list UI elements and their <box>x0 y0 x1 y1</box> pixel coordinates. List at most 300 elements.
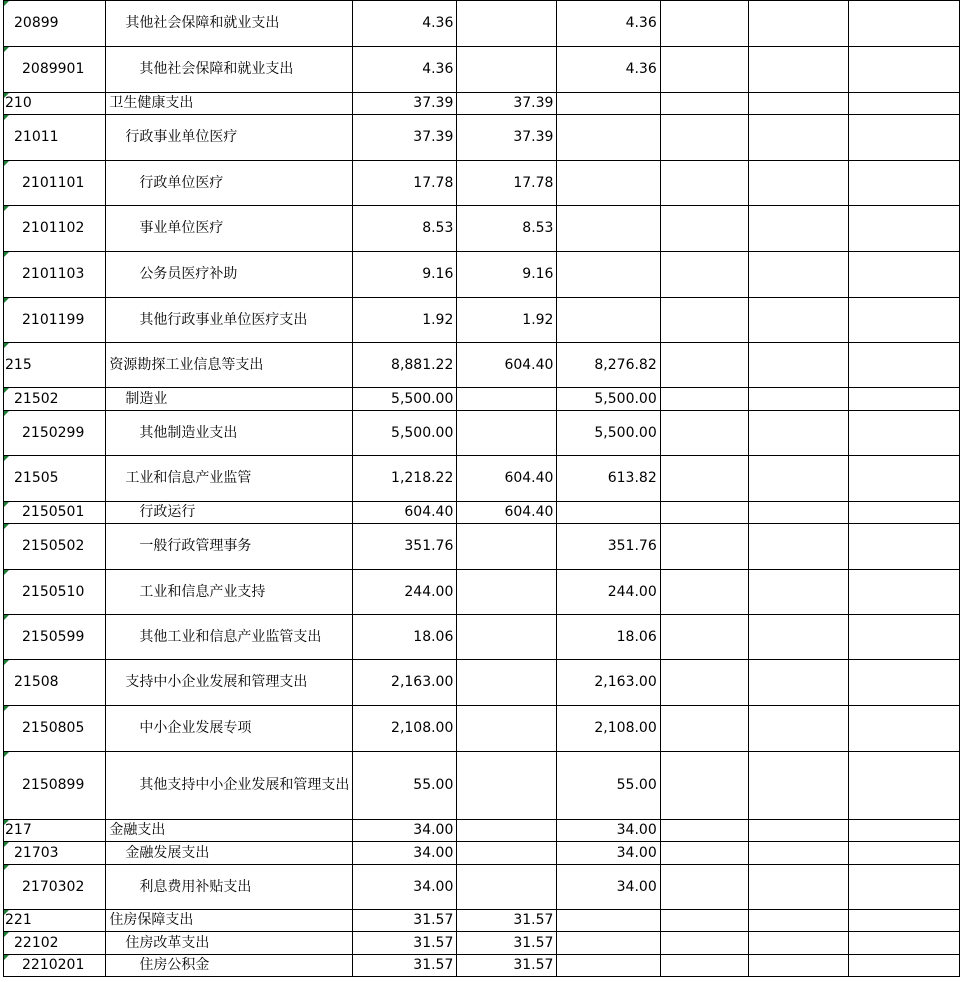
cell-empty[interactable] <box>749 502 849 524</box>
cell-total[interactable] <box>353 910 457 932</box>
cell-project-expenditure[interactable] <box>557 660 660 706</box>
cell-empty[interactable] <box>848 706 959 752</box>
cell-project-expenditure[interactable] <box>557 411 660 456</box>
table-row[interactable] <box>4 1 960 47</box>
cell-basic-expenditure-text: 1.92 <box>522 311 554 328</box>
cell-project-expenditure[interactable] <box>557 752 660 820</box>
cell-empty[interactable] <box>848 524 959 570</box>
cell-empty[interactable] <box>660 161 748 206</box>
text-number-indicator-icon <box>4 820 9 825</box>
cell-project-expenditure[interactable] <box>557 115 660 161</box>
cell-subject-code[interactable] <box>4 93 106 115</box>
cell-subject-code[interactable] <box>4 411 106 456</box>
cell-empty[interactable] <box>660 206 748 252</box>
cell-basic-expenditure[interactable] <box>457 343 557 388</box>
cell-empty[interactable] <box>660 1 748 47</box>
cell-basic-expenditure[interactable] <box>457 115 557 161</box>
cell-subject-code-text: 2170302 <box>22 878 85 895</box>
cell-basic-expenditure-text: 31.57 <box>513 957 554 973</box>
table-row[interactable] <box>4 161 960 206</box>
cell-empty[interactable] <box>848 93 959 115</box>
cell-total-text: 37.39 <box>413 129 454 145</box>
cell-total[interactable] <box>353 706 457 752</box>
cell-subject-code[interactable] <box>4 252 106 298</box>
cell-basic-expenditure[interactable] <box>457 865 557 910</box>
cell-empty[interactable] <box>749 615 849 660</box>
table-row[interactable] <box>4 570 960 615</box>
cell-total[interactable] <box>353 502 457 524</box>
cell-subject-code[interactable] <box>4 206 106 252</box>
table-row[interactable] <box>4 660 960 706</box>
cell-project-expenditure-text: 34.00 <box>616 878 657 895</box>
cell-total[interactable] <box>353 298 457 343</box>
cell-subject-name-text: 住房保障支出 <box>109 912 194 928</box>
cell-basic-expenditure-text: 8.53 <box>522 220 554 236</box>
cell-empty[interactable] <box>660 660 748 706</box>
cell-empty[interactable] <box>660 955 748 977</box>
cell-basic-expenditure[interactable] <box>457 524 557 570</box>
cell-project-expenditure-text: 18.06 <box>616 628 657 645</box>
cell-total[interactable] <box>353 842 457 865</box>
cell-empty[interactable] <box>660 706 748 752</box>
cell-project-expenditure-text: 5,500.00 <box>594 424 657 441</box>
cell-basic-expenditure-text: 17.78 <box>513 174 554 191</box>
cell-subject-name[interactable] <box>106 524 353 570</box>
cell-total-text: 8.53 <box>422 220 454 236</box>
cell-subject-name[interactable] <box>106 343 353 388</box>
cell-empty[interactable] <box>749 411 849 456</box>
cell-total[interactable] <box>353 615 457 660</box>
cell-empty[interactable] <box>848 411 959 456</box>
cell-basic-expenditure[interactable] <box>457 752 557 820</box>
cell-subject-name[interactable] <box>106 865 353 910</box>
cell-subject-name[interactable] <box>106 910 353 932</box>
text-number-indicator-icon <box>4 524 9 529</box>
cell-empty[interactable] <box>848 842 959 865</box>
cell-total[interactable] <box>353 932 457 955</box>
cell-basic-expenditure[interactable] <box>457 932 557 955</box>
cell-total[interactable] <box>353 660 457 706</box>
table-row[interactable] <box>4 502 960 524</box>
cell-project-expenditure[interactable] <box>557 910 660 932</box>
cell-empty[interactable] <box>660 252 748 298</box>
text-number-indicator-icon <box>4 842 9 847</box>
cell-subject-code-text: 2101101 <box>22 174 85 191</box>
cell-basic-expenditure-text: 9.16 <box>522 266 554 282</box>
table-row[interactable] <box>4 524 960 570</box>
cell-subject-code-text: 2150299 <box>22 424 85 441</box>
cell-empty[interactable] <box>749 752 849 820</box>
cell-empty[interactable] <box>848 161 959 206</box>
cell-empty[interactable] <box>848 615 959 660</box>
cell-empty[interactable] <box>848 388 959 411</box>
cell-total[interactable] <box>353 206 457 252</box>
cell-project-expenditure[interactable] <box>557 865 660 910</box>
text-number-indicator-icon <box>4 47 9 52</box>
cell-subject-code[interactable] <box>4 706 106 752</box>
cell-subject-code-text: 21011 <box>14 129 59 145</box>
cell-project-expenditure[interactable] <box>557 820 660 842</box>
cell-subject-code[interactable] <box>4 47 106 93</box>
cell-basic-expenditure[interactable] <box>457 388 557 411</box>
cell-basic-expenditure[interactable] <box>457 570 557 615</box>
cell-project-expenditure-text: 34.00 <box>616 844 657 861</box>
text-number-indicator-icon <box>4 411 9 416</box>
cell-basic-expenditure[interactable] <box>457 955 557 977</box>
cell-empty[interactable] <box>660 820 748 842</box>
text-number-indicator-icon <box>4 93 9 98</box>
cell-empty[interactable] <box>660 343 748 388</box>
cell-empty[interactable] <box>660 842 748 865</box>
cell-total-text: 5,500.00 <box>391 390 454 407</box>
cell-basic-expenditure[interactable] <box>457 1 557 47</box>
cell-subject-name[interactable] <box>106 47 353 93</box>
table-row[interactable] <box>4 252 960 298</box>
cell-subject-code[interactable] <box>4 660 106 706</box>
cell-subject-name-text: 金融发展支出 <box>125 844 210 861</box>
text-number-indicator-icon <box>4 252 9 257</box>
cell-subject-code-text: 2150805 <box>22 720 85 736</box>
cell-total[interactable] <box>353 456 457 502</box>
cell-subject-code-text: 21502 <box>14 390 59 407</box>
cell-project-expenditure[interactable] <box>557 1 660 47</box>
cell-project-expenditure[interactable] <box>557 161 660 206</box>
cell-empty[interactable] <box>749 932 849 955</box>
cell-basic-expenditure[interactable] <box>457 660 557 706</box>
cell-basic-expenditure[interactable] <box>457 206 557 252</box>
cell-subject-name[interactable] <box>106 955 353 977</box>
cell-empty[interactable] <box>848 752 959 820</box>
cell-total-text: 4.36 <box>422 15 454 31</box>
cell-empty[interactable] <box>749 343 849 388</box>
text-number-indicator-icon <box>4 388 9 393</box>
cell-subject-name[interactable] <box>106 161 353 206</box>
cell-subject-name[interactable] <box>106 706 353 752</box>
cell-empty[interactable] <box>848 865 959 910</box>
cell-subject-name[interactable] <box>106 115 353 161</box>
cell-total-text: 5,500.00 <box>391 424 454 441</box>
table-row[interactable] <box>4 955 960 977</box>
cell-basic-expenditure[interactable] <box>457 502 557 524</box>
cell-subject-name[interactable] <box>106 1 353 47</box>
cell-basic-expenditure-text: 604.40 <box>504 356 554 373</box>
table-row[interactable] <box>4 842 960 865</box>
cell-basic-expenditure[interactable] <box>457 298 557 343</box>
cell-project-expenditure[interactable] <box>557 932 660 955</box>
cell-subject-name[interactable] <box>106 842 353 865</box>
cell-empty[interactable] <box>848 115 959 161</box>
text-number-indicator-icon <box>4 298 9 303</box>
cell-empty[interactable] <box>749 524 849 570</box>
text-number-indicator-icon <box>4 206 9 211</box>
cell-subject-code[interactable] <box>4 910 106 932</box>
table-row[interactable] <box>4 706 960 752</box>
cell-empty[interactable] <box>848 1 959 47</box>
cell-empty[interactable] <box>749 47 849 93</box>
cell-total[interactable] <box>353 115 457 161</box>
cell-subject-code[interactable] <box>4 570 106 615</box>
cell-basic-expenditure[interactable] <box>457 615 557 660</box>
cell-subject-name[interactable] <box>106 411 353 456</box>
cell-subject-name[interactable] <box>106 298 353 343</box>
table-row[interactable] <box>4 47 960 93</box>
table-row[interactable] <box>4 820 960 842</box>
cell-basic-expenditure-text: 31.57 <box>513 912 554 928</box>
cell-project-expenditure[interactable] <box>557 456 660 502</box>
cell-empty[interactable] <box>848 820 959 842</box>
cell-total[interactable] <box>353 388 457 411</box>
table-row[interactable] <box>4 932 960 955</box>
cell-empty[interactable] <box>660 388 748 411</box>
cell-subject-code[interactable] <box>4 343 106 388</box>
cell-subject-code-text: 217 <box>5 822 32 838</box>
cell-project-expenditure[interactable] <box>557 206 660 252</box>
cell-total-text: 351.76 <box>404 538 454 554</box>
cell-project-expenditure-text: 244.00 <box>607 583 657 600</box>
cell-empty[interactable] <box>848 570 959 615</box>
cell-empty[interactable] <box>749 161 849 206</box>
text-number-indicator-icon <box>4 955 9 960</box>
cell-empty[interactable] <box>848 932 959 955</box>
text-number-indicator-icon <box>4 456 9 461</box>
cell-empty[interactable] <box>848 456 959 502</box>
cell-empty[interactable] <box>749 955 849 977</box>
cell-total[interactable] <box>353 865 457 910</box>
cell-basic-expenditure-text: 37.39 <box>513 95 554 111</box>
cell-empty[interactable] <box>848 206 959 252</box>
cell-subject-name-text: 其他社会保障和就业支出 <box>125 15 280 31</box>
table-row[interactable] <box>4 456 960 502</box>
cell-subject-name-text: 其他工业和信息产业监管支出 <box>139 628 322 645</box>
cell-subject-name[interactable] <box>106 502 353 524</box>
cell-subject-name[interactable] <box>106 820 353 842</box>
cell-project-expenditure[interactable] <box>557 343 660 388</box>
cell-total[interactable] <box>353 752 457 820</box>
cell-basic-expenditure[interactable] <box>457 411 557 456</box>
cell-empty[interactable] <box>749 252 849 298</box>
table-row[interactable] <box>4 411 960 456</box>
cell-total[interactable] <box>353 955 457 977</box>
cell-project-expenditure[interactable] <box>557 388 660 411</box>
cell-empty[interactable] <box>660 502 748 524</box>
cell-empty[interactable] <box>749 865 849 910</box>
table-row[interactable] <box>4 115 960 161</box>
cell-basic-expenditure[interactable] <box>457 47 557 93</box>
cell-total[interactable] <box>353 343 457 388</box>
cell-empty[interactable] <box>660 524 748 570</box>
cell-basic-expenditure[interactable] <box>457 706 557 752</box>
cell-total[interactable] <box>353 411 457 456</box>
cell-basic-expenditure[interactable] <box>457 842 557 865</box>
cell-empty[interactable] <box>848 252 959 298</box>
cell-subject-name-text: 工业和信息产业支持 <box>139 583 266 600</box>
cell-subject-name[interactable] <box>106 570 353 615</box>
cell-subject-name[interactable] <box>106 932 353 955</box>
cell-empty[interactable] <box>848 343 959 388</box>
cell-empty[interactable] <box>749 456 849 502</box>
cell-empty[interactable] <box>660 615 748 660</box>
table-row[interactable] <box>4 865 960 910</box>
cell-total[interactable] <box>353 524 457 570</box>
cell-project-expenditure[interactable] <box>557 570 660 615</box>
cell-subject-code[interactable] <box>4 865 106 910</box>
cell-empty[interactable] <box>848 910 959 932</box>
cell-project-expenditure[interactable] <box>557 842 660 865</box>
cell-subject-name[interactable] <box>106 615 353 660</box>
cell-total[interactable] <box>353 820 457 842</box>
cell-empty[interactable] <box>749 206 849 252</box>
cell-total-text: 17.78 <box>413 174 454 191</box>
cell-total[interactable] <box>353 161 457 206</box>
cell-subject-code-text: 2150899 <box>22 777 85 793</box>
table-row[interactable] <box>4 615 960 660</box>
cell-total[interactable] <box>353 93 457 115</box>
cell-subject-name-text: 其他行政事业单位医疗支出 <box>139 311 308 328</box>
cell-basic-expenditure[interactable] <box>457 456 557 502</box>
cell-project-expenditure-text: 351.76 <box>607 538 657 554</box>
table-row[interactable] <box>4 206 960 252</box>
cell-project-expenditure[interactable] <box>557 298 660 343</box>
cell-subject-name[interactable] <box>106 456 353 502</box>
text-number-indicator-icon <box>4 1 9 6</box>
cell-subject-code[interactable] <box>4 615 106 660</box>
cell-empty[interactable] <box>749 570 849 615</box>
cell-empty[interactable] <box>660 910 748 932</box>
cell-subject-code[interactable] <box>4 842 106 865</box>
cell-empty[interactable] <box>749 842 849 865</box>
cell-empty[interactable] <box>749 298 849 343</box>
cell-total[interactable] <box>353 252 457 298</box>
cell-subject-name[interactable] <box>106 388 353 411</box>
cell-project-expenditure[interactable] <box>557 47 660 93</box>
cell-subject-code[interactable] <box>4 298 106 343</box>
cell-empty[interactable] <box>749 820 849 842</box>
cell-empty[interactable] <box>660 411 748 456</box>
cell-subject-code[interactable] <box>4 161 106 206</box>
cell-subject-code[interactable] <box>4 752 106 820</box>
cell-basic-expenditure[interactable] <box>457 161 557 206</box>
cell-subject-code[interactable] <box>4 524 106 570</box>
cell-empty[interactable] <box>749 1 849 47</box>
cell-empty[interactable] <box>749 93 849 115</box>
cell-project-expenditure[interactable] <box>557 955 660 977</box>
cell-project-expenditure[interactable] <box>557 252 660 298</box>
cell-empty[interactable] <box>660 115 748 161</box>
cell-subject-name-text: 工业和信息产业监管 <box>125 470 252 486</box>
cell-empty[interactable] <box>848 955 959 977</box>
cell-empty[interactable] <box>749 115 849 161</box>
cell-total-text: 244.00 <box>404 583 454 600</box>
cell-subject-code-text: 2101103 <box>22 266 85 282</box>
text-number-indicator-icon <box>4 932 9 937</box>
cell-subject-name-text: 支持中小企业发展和管理支出 <box>125 674 308 690</box>
cell-total-text: 604.40 <box>404 504 454 520</box>
cell-subject-code-text: 21508 <box>14 674 59 690</box>
cell-total-text: 34.00 <box>413 878 454 895</box>
table-row[interactable] <box>4 910 960 932</box>
cell-subject-code[interactable] <box>4 456 106 502</box>
cell-subject-code[interactable] <box>4 502 106 524</box>
cell-subject-code[interactable] <box>4 932 106 955</box>
cell-empty[interactable] <box>848 502 959 524</box>
cell-basic-expenditure[interactable] <box>457 910 557 932</box>
cell-project-expenditure[interactable] <box>557 615 660 660</box>
cell-total[interactable] <box>353 47 457 93</box>
cell-subject-code-text: 2150599 <box>22 628 85 645</box>
cell-basic-expenditure[interactable] <box>457 93 557 115</box>
cell-subject-name[interactable] <box>106 206 353 252</box>
cell-subject-name-text: 事业单位医疗 <box>139 220 224 236</box>
cell-empty[interactable] <box>660 752 748 820</box>
cell-project-expenditure[interactable] <box>557 93 660 115</box>
cell-empty[interactable] <box>848 47 959 93</box>
cell-subject-name-text: 公务员医疗补助 <box>139 266 238 282</box>
cell-subject-name[interactable] <box>106 93 353 115</box>
cell-basic-expenditure[interactable] <box>457 252 557 298</box>
text-number-indicator-icon <box>4 115 9 120</box>
cell-basic-expenditure[interactable] <box>457 820 557 842</box>
table-row[interactable] <box>4 93 960 115</box>
cell-total-text: 31.57 <box>413 934 454 951</box>
cell-total[interactable] <box>353 570 457 615</box>
cell-subject-name-text: 利息费用补贴支出 <box>139 878 252 895</box>
cell-total[interactable] <box>353 1 457 47</box>
cell-empty[interactable] <box>660 865 748 910</box>
cell-subject-name[interactable] <box>106 660 353 706</box>
cell-subject-code[interactable] <box>4 388 106 411</box>
cell-empty[interactable] <box>749 706 849 752</box>
cell-subject-name-text: 行政单位医疗 <box>139 174 224 191</box>
cell-empty[interactable] <box>848 298 959 343</box>
cell-empty[interactable] <box>660 93 748 115</box>
cell-subject-name[interactable] <box>106 252 353 298</box>
cell-subject-code-text: 2150502 <box>22 538 85 554</box>
cell-empty[interactable] <box>749 388 849 411</box>
cell-project-expenditure[interactable] <box>557 706 660 752</box>
cell-subject-code[interactable] <box>4 1 106 47</box>
cell-empty[interactable] <box>848 660 959 706</box>
cell-empty[interactable] <box>660 47 748 93</box>
cell-empty[interactable] <box>660 298 748 343</box>
cell-subject-code[interactable] <box>4 955 106 977</box>
budget-expenditure-table <box>3 0 960 977</box>
cell-empty[interactable] <box>660 570 748 615</box>
cell-empty[interactable] <box>660 456 748 502</box>
cell-total-text: 1.92 <box>422 311 454 328</box>
cell-total-text: 31.57 <box>413 957 454 973</box>
text-number-indicator-icon <box>4 910 9 915</box>
cell-empty[interactable] <box>749 910 849 932</box>
cell-empty[interactable] <box>660 932 748 955</box>
cell-subject-code[interactable] <box>4 115 106 161</box>
table-row[interactable] <box>4 388 960 411</box>
cell-empty[interactable] <box>749 660 849 706</box>
cell-project-expenditure[interactable] <box>557 502 660 524</box>
table-row[interactable] <box>4 752 960 820</box>
cell-subject-code-text: 2210201 <box>22 957 85 973</box>
cell-project-expenditure[interactable] <box>557 524 660 570</box>
cell-subject-code[interactable] <box>4 820 106 842</box>
cell-project-expenditure-text: 2,108.00 <box>594 720 657 736</box>
cell-subject-name-text: 其他社会保障和就业支出 <box>139 61 294 77</box>
cell-subject-name[interactable] <box>106 752 353 820</box>
table-row[interactable] <box>4 298 960 343</box>
table-row[interactable] <box>4 343 960 388</box>
cell-subject-name-text: 住房公积金 <box>139 957 210 973</box>
cell-subject-name-text: 资源勘探工业信息等支出 <box>109 356 264 373</box>
cell-basic-expenditure-text: 31.57 <box>513 934 554 951</box>
cell-subject-code-text: 2150501 <box>22 504 85 520</box>
